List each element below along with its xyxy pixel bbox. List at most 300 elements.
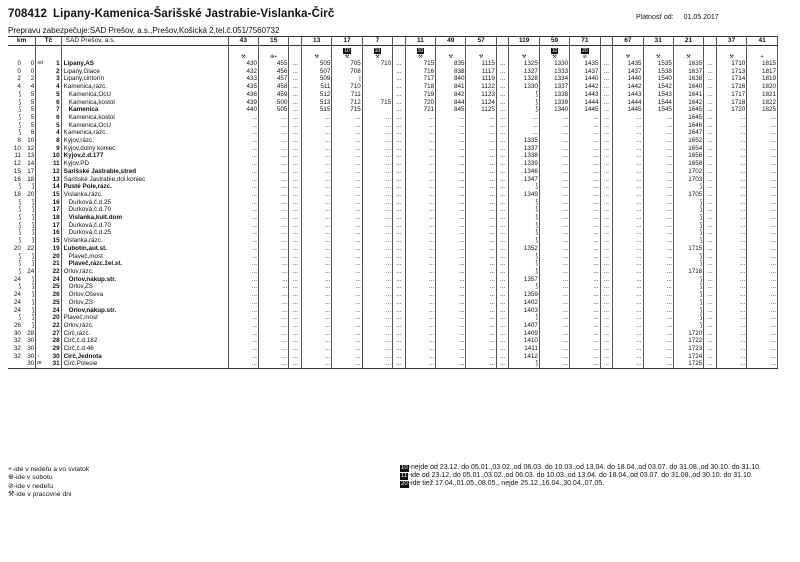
time-cell: 718 <box>405 83 435 91</box>
time-cell: ⟆ <box>509 360 539 368</box>
time-cell: 1545 <box>643 106 673 114</box>
time-cell: ... <box>302 168 332 176</box>
time-cell: ... <box>259 353 289 361</box>
gap-cell: ... <box>707 129 713 137</box>
time-cell: ... <box>570 160 600 168</box>
time-cell: ⟆ <box>673 199 703 207</box>
time-cell: ⟆ <box>673 314 703 322</box>
timetable-row <box>8 191 778 199</box>
gap-cell: ... <box>500 67 506 75</box>
time-cell: 1542 <box>643 83 673 91</box>
km-cell-1: 24 <box>13 306 21 314</box>
time-cell: 1443 <box>613 91 643 99</box>
gap-cell: ... <box>396 314 402 322</box>
time-cell: ... <box>259 360 289 368</box>
arrival-mark <box>36 106 47 114</box>
timetable-row <box>8 199 778 207</box>
timetable-row <box>8 106 778 114</box>
time-cell: ... <box>643 199 673 207</box>
stop-name: Orlov,rázc. <box>61 322 228 330</box>
time-cell: 1359 <box>509 291 539 299</box>
km-cell-2: 13 <box>22 152 36 160</box>
time-cell: ⟆ <box>509 106 539 114</box>
time-cell: ... <box>643 322 673 330</box>
trip-number-header: 41 <box>747 37 778 46</box>
gap-cell: ... <box>396 121 402 129</box>
time-cell: 440 <box>228 106 258 114</box>
time-cell: ... <box>716 176 746 184</box>
time-cell: ... <box>302 160 332 168</box>
time-cell: ... <box>466 345 496 353</box>
gap-cell: ... <box>292 229 298 237</box>
restriction-flag: 10 <box>551 48 558 54</box>
time-cell: 439 <box>228 99 258 107</box>
time-cell: ... <box>716 160 746 168</box>
stop-name: Kamenica,kostol <box>61 114 228 122</box>
gap-cell: ... <box>292 237 298 245</box>
km-cell-1: ⟆ <box>18 129 21 137</box>
km-cell-1: 24 <box>13 275 21 283</box>
km-cell-1: 15 <box>13 167 21 175</box>
time-cell: ... <box>228 137 258 145</box>
gap-cell: ... <box>396 90 402 98</box>
time-cell: ... <box>613 291 643 299</box>
time-cell: ... <box>259 222 289 230</box>
time-cell: ... <box>466 176 496 184</box>
time-cell: ... <box>466 129 496 137</box>
trip-number-header: 13 <box>302 37 332 46</box>
time-cell: ... <box>436 268 466 276</box>
time-cell: ... <box>643 176 673 184</box>
time-cell: ... <box>332 114 362 122</box>
time-cell: ... <box>436 191 466 199</box>
time-cell: ... <box>747 199 778 207</box>
km-header: km <box>8 37 36 46</box>
km-cell-2: 2 <box>22 75 36 83</box>
time-cell: ... <box>228 253 258 261</box>
time-cell: ... <box>332 237 362 245</box>
trip-symbol-cell <box>405 46 435 61</box>
km-cell-2: 30 <box>22 337 36 345</box>
timetable-row <box>8 330 778 338</box>
time-cell: 1340 <box>539 106 569 114</box>
km-cell-2: 6 <box>22 129 36 137</box>
km-cell-1: 16 <box>13 175 21 183</box>
arrival-mark: ↓ <box>37 352 40 359</box>
timetable-row <box>8 283 778 291</box>
gap-cell: ... <box>292 283 298 291</box>
time-cell: ... <box>332 337 362 345</box>
time-cell: ... <box>643 299 673 307</box>
footnote-text: -ide od 23.12. do 05.01.,03.02.,od 06.03. do 10.03.,od 13.04. do 18.04.,od 03.07. do 31.08.,od 30.10. do 31.10. <box>408 472 753 480</box>
time-cell <box>362 68 392 76</box>
stop-name: Orlov,ZS <box>61 299 228 307</box>
stop-number: 19 <box>47 245 61 253</box>
gap-cell: ... <box>292 121 298 129</box>
gap-cell: ... <box>500 214 506 222</box>
time-cell: ... <box>362 307 392 315</box>
time-cell: ... <box>362 206 392 214</box>
time-cell: ... <box>436 322 466 330</box>
restriction-flag: 20 <box>582 48 588 54</box>
time-cell: ⟆ <box>509 237 539 245</box>
stop-name: Ďurková,č.d.25 <box>61 229 228 237</box>
time-cell: ... <box>613 137 643 145</box>
time-cell: 1402 <box>509 299 539 307</box>
time-cell: ... <box>466 337 496 345</box>
time-cell: ... <box>570 183 600 191</box>
time-cell: 1716 <box>716 83 746 91</box>
trip-symbol-cell <box>600 46 613 61</box>
time-cell: ... <box>643 291 673 299</box>
arrival-mark <box>36 152 47 160</box>
time-cell: ... <box>332 307 362 315</box>
km-cell-1: ⟆ <box>18 198 21 206</box>
km-cell-1: ⟆ <box>18 221 21 229</box>
time-cell: 1352 <box>509 245 539 253</box>
time-cell: ... <box>302 245 332 253</box>
timetable-row <box>8 360 778 368</box>
gap-cell: ... <box>707 214 713 222</box>
gap-cell: ... <box>396 267 402 275</box>
time-cell: ... <box>362 137 392 145</box>
time-cell: ... <box>539 122 569 130</box>
timetable-row <box>8 122 778 130</box>
time-cell: 1412 <box>509 353 539 361</box>
stop-number: 17 <box>47 222 61 230</box>
stop-name: Plaveč,most <box>61 314 228 322</box>
time-cell: ... <box>613 206 643 214</box>
time-cell: 717 <box>405 75 435 83</box>
time-cell: ... <box>509 114 539 122</box>
time-cell: ... <box>570 137 600 145</box>
time-cell: ... <box>539 237 569 245</box>
time-cell: 455 <box>259 60 289 68</box>
time-cell: ... <box>570 345 600 353</box>
time-cell: ... <box>362 345 392 353</box>
time-cell: 505 <box>302 60 332 68</box>
empty-cell <box>47 46 61 61</box>
time-cell: ... <box>643 160 673 168</box>
time-cell: 715 <box>405 60 435 68</box>
arrival-mark: od <box>37 60 43 66</box>
trip-gap-header <box>600 37 613 46</box>
time-cell: ... <box>643 114 673 122</box>
time-cell: 433 <box>228 75 258 83</box>
stop-number: 14 <box>47 183 61 191</box>
time-cell: 1435 <box>613 60 643 68</box>
stop-name: Vislanka,rázc. <box>61 191 228 199</box>
time-cell: ... <box>362 330 392 338</box>
time-cell: ... <box>643 253 673 261</box>
time-cell: 1328 <box>509 75 539 83</box>
time-cell: ... <box>332 152 362 160</box>
tc-header: Tč <box>36 37 61 46</box>
time-cell: ... <box>332 229 362 237</box>
time-cell: 1715 <box>673 245 703 253</box>
timetable-row <box>8 307 778 315</box>
time-cell: ... <box>539 345 569 353</box>
gap-cell: ... <box>396 291 402 299</box>
time-cell: ... <box>405 137 435 145</box>
km-cell-1: 26 <box>13 321 21 329</box>
time-cell: ... <box>613 360 643 368</box>
time-cell: ... <box>466 229 496 237</box>
km-cell-1: 24 <box>13 298 21 306</box>
time-cell: ... <box>436 330 466 338</box>
time-cell <box>362 75 392 83</box>
time-cell: ... <box>332 199 362 207</box>
gap-cell: ... <box>707 237 713 245</box>
time-cell: ... <box>539 253 569 261</box>
time-cell: 1718 <box>673 268 703 276</box>
km-cell-2: ⟆ <box>22 214 36 222</box>
time-cell: 1333 <box>539 68 569 76</box>
time-cell: ... <box>259 268 289 276</box>
time-cell: ... <box>643 137 673 145</box>
time-cell: ... <box>405 260 435 268</box>
stop-number: 31 <box>47 360 61 368</box>
stop-name: Pusté Pole,rázc. <box>61 183 228 191</box>
time-cell: ... <box>405 129 435 137</box>
gap-cell: ... <box>396 337 402 345</box>
validity-date: 01.05.2017 <box>683 14 719 21</box>
time-cell: ... <box>302 307 332 315</box>
gap-cell: ... <box>292 98 298 106</box>
arrival-mark <box>36 83 47 91</box>
time-cell: ... <box>643 191 673 199</box>
km-cell-2: 22 <box>22 245 36 253</box>
time-cell: ... <box>228 214 258 222</box>
time-cell: ... <box>332 122 362 130</box>
gap-cell: ... <box>603 152 609 160</box>
time-cell: ... <box>509 122 539 130</box>
time-cell: ... <box>747 322 778 330</box>
gap-cell: ... <box>292 314 298 322</box>
trip-symbol-cell <box>716 46 746 61</box>
time-cell: 1325 <box>509 60 539 68</box>
gap-cell: ... <box>707 252 713 260</box>
time-cell: ... <box>302 183 332 191</box>
trip-number-header: 67 <box>613 37 643 46</box>
time-cell: ⟆ <box>673 322 703 330</box>
time-cell: ... <box>539 314 569 322</box>
arrival-mark <box>36 91 47 99</box>
time-cell: ... <box>643 276 673 284</box>
gap-cell: ... <box>707 67 713 75</box>
time-cell: ... <box>466 214 496 222</box>
time-cell: ... <box>747 214 778 222</box>
time-cell: ... <box>436 307 466 315</box>
gap-cell: ... <box>396 229 402 237</box>
time-cell: ... <box>643 206 673 214</box>
gap-cell: ... <box>396 275 402 283</box>
time-cell: ... <box>716 260 746 268</box>
time-cell: ... <box>539 145 569 153</box>
time-cell: ... <box>302 337 332 345</box>
time-cell: ... <box>405 168 435 176</box>
legend-item: ⚒-ide v pracovné dni <box>8 491 72 499</box>
timetable-row <box>8 214 778 222</box>
timetable-row <box>8 145 778 153</box>
gap-cell: ... <box>396 144 402 152</box>
time-cell: ... <box>539 276 569 284</box>
trip-number-header: 57 <box>466 37 496 46</box>
operating-day-icon: ⚒ <box>314 54 319 60</box>
time-cell: ... <box>747 345 778 353</box>
time-cell: ... <box>332 183 362 191</box>
stop-name: Kamenica,kostol <box>61 99 228 107</box>
operating-day-icon: ⊘ <box>582 54 587 60</box>
time-cell: ... <box>466 137 496 145</box>
time-cell: ... <box>362 145 392 153</box>
time-cell: ... <box>747 222 778 230</box>
gap-cell: ... <box>292 329 298 337</box>
time-cell: 505 <box>259 106 289 114</box>
operating-day-icon: ⚒ <box>448 54 454 60</box>
operating-day-icon: ⚒ <box>625 54 631 60</box>
gap-cell: ... <box>396 137 402 145</box>
time-cell: ⟆ <box>673 307 703 315</box>
gap-cell: ... <box>396 75 402 83</box>
time-cell: 842 <box>436 91 466 99</box>
gap-cell: ... <box>396 206 402 214</box>
gap-cell: ... <box>500 337 506 345</box>
time-cell: 1646 <box>673 122 703 130</box>
time-cell: ... <box>228 129 258 137</box>
gap-cell: ... <box>603 298 609 306</box>
time-cell: 1703 <box>673 176 703 184</box>
km-cell-1: ⟆ <box>18 314 21 322</box>
time-cell: 708 <box>332 68 362 76</box>
stop-name: Orlov,ZS <box>61 283 228 291</box>
time-cell: ... <box>228 237 258 245</box>
km-cell-2: 5 <box>22 91 36 99</box>
time-cell: ... <box>228 299 258 307</box>
time-cell: ... <box>613 276 643 284</box>
time-cell: ... <box>405 152 435 160</box>
stop-number: 15 <box>47 191 61 199</box>
time-cell: 1638 <box>673 75 703 83</box>
time-cell: ... <box>405 283 435 291</box>
time-cell: ⟆ <box>673 237 703 245</box>
time-cell: 1725 <box>673 360 703 368</box>
footnote-item <box>400 464 780 472</box>
gap-cell: ... <box>603 229 609 237</box>
time-cell: ⟆ <box>509 268 539 276</box>
time-cell: 459 <box>259 91 289 99</box>
gap-cell: ... <box>500 137 506 145</box>
time-cell: 1641 <box>673 91 703 99</box>
time-cell: ... <box>539 245 569 253</box>
gap-cell: ... <box>707 275 713 283</box>
time-cell: 1437 <box>570 68 600 76</box>
gap-cell: ... <box>396 60 402 67</box>
time-cell: ... <box>570 299 600 307</box>
time-cell: ... <box>362 353 392 361</box>
trip-gap-header <box>289 37 302 46</box>
time-cell: ... <box>362 122 392 130</box>
stop-number: 30 <box>47 353 61 361</box>
time-cell: ... <box>302 345 332 353</box>
km-cell-2: ⟆ <box>22 222 36 230</box>
time-cell: ... <box>539 168 569 176</box>
time-cell: ... <box>716 276 746 284</box>
time-cell: 845 <box>436 106 466 114</box>
time-cell: 1642 <box>673 99 703 107</box>
gap-cell: ... <box>292 345 298 353</box>
timetable-row <box>8 291 778 299</box>
footnote-text: -nejde od 23.12. do 05.01.,03.02.,od 06.03. do 10.03.,od 13.04. do 18.04.,od 03.07. do 31.08.,od 30.10. do 31.10. <box>408 464 761 471</box>
time-cell: ... <box>613 160 643 168</box>
time-cell: 457 <box>259 75 289 83</box>
time-cell: ... <box>302 176 332 184</box>
time-cell: ⟆ <box>509 214 539 222</box>
restriction-flag: 10 <box>374 48 381 54</box>
time-cell: 1442 <box>570 83 600 91</box>
time-cell: ... <box>436 122 466 130</box>
time-cell: ... <box>228 160 258 168</box>
time-cell: ... <box>259 206 289 214</box>
time-cell: ... <box>466 145 496 153</box>
time-cell: ... <box>405 199 435 207</box>
time-cell: ... <box>570 260 600 268</box>
arrival-mark <box>36 160 47 168</box>
time-cell: ... <box>747 360 778 368</box>
footnote-mark: 11 <box>401 473 408 480</box>
stop-number: 6 <box>47 114 61 122</box>
timetable-row <box>8 152 778 160</box>
gap-cell: ... <box>707 121 713 129</box>
km-cell-2: 5 <box>22 99 36 107</box>
gap-cell: ... <box>396 345 402 353</box>
gap-cell: ... <box>707 352 713 360</box>
gap-cell: ... <box>603 329 609 337</box>
time-cell: ... <box>259 276 289 284</box>
trip-number-header: 119 <box>509 37 539 46</box>
stop-number: 1 <box>47 60 61 68</box>
time-cell: ... <box>570 353 600 361</box>
time-cell: ... <box>332 276 362 284</box>
time-cell: ... <box>539 337 569 345</box>
arrival-mark <box>36 214 47 222</box>
km-cell-2: 4 <box>22 83 36 91</box>
gap-cell: ... <box>292 167 298 175</box>
time-cell: 1722 <box>673 337 703 345</box>
timetable-row <box>8 68 778 76</box>
gap-cell: ... <box>396 83 402 91</box>
timetable-row <box>8 222 778 230</box>
time-cell: 1445 <box>570 106 600 114</box>
gap-cell: ... <box>292 321 298 329</box>
time-cell: ... <box>259 145 289 153</box>
time-cell: ... <box>747 183 778 191</box>
time-cell <box>362 91 392 99</box>
timetable-row <box>8 253 778 261</box>
time-cell: ... <box>302 122 332 130</box>
gap-cell: ... <box>500 83 506 91</box>
time-cell: ... <box>332 222 362 230</box>
time-cell: 720 <box>405 99 435 107</box>
gap-cell: ... <box>603 121 609 129</box>
time-cell: ... <box>436 176 466 184</box>
time-cell: 1652 <box>673 137 703 145</box>
time-cell: ... <box>747 122 778 130</box>
time-cell: 1444 <box>570 99 600 107</box>
time-cell: ... <box>362 129 392 137</box>
stop-name: Kamenica,rázc. <box>61 129 228 137</box>
gap-cell: ... <box>500 160 506 168</box>
